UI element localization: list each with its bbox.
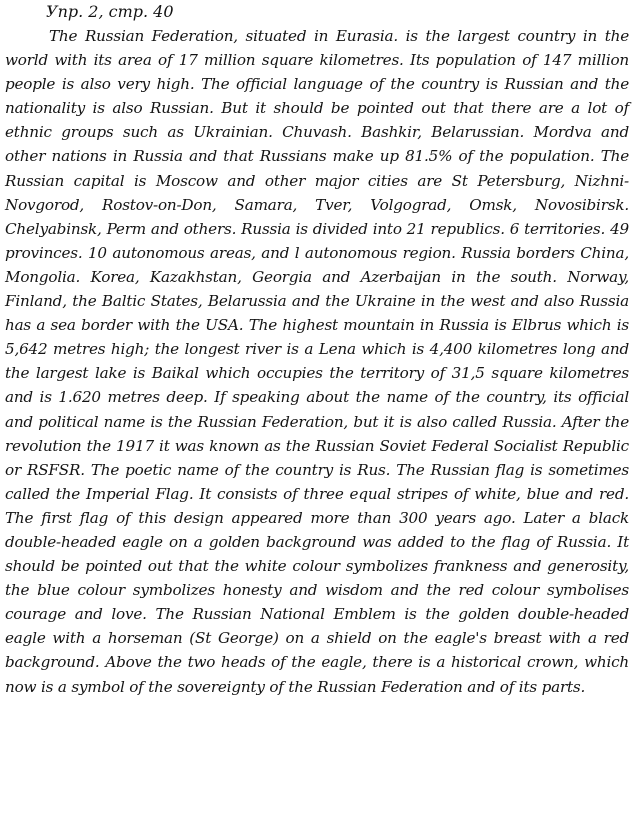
exercise-reference: Упр. 2, стр. 40	[46, 2, 174, 21]
essay-paragraph: The Russian Federation, situated in Eurasia. is the largest country in the world with its area of 17 million square kilometres. Its population of 147 million people is also very high. The official language of the country is Russian and the nationality is also Russian. But it should be pointed out that there are a lot of ethnic groups such as Ukrainian. Chuvash. Bashkir, Belarussian. Mordva and other nations in Russia and that Russians make up 81.5% of the population. The Russian capital is Moscow and other major cities are St Petersburg, Nizhni-Novgorod, Rostov-on-Don, Samara, Tver, Volgograd, Omsk, Novosibirsk. Chelyabinsk, Perm and others. Russia is divided into 21 republics. 6 territories. 49 provinces. 10 autonomous areas, and l autonomous region. Russia borders China, Mongolia. Korea, Kazakhstan, Georgia and Azerbaijan in the south. Norway, Finland, the Baltic States, Belarussia and the Ukraine in the west and also Russia has a sea border with the USA. The highest mountain in Russia is Elbrus which is 5,642 metres high; the longest river is a Lena which is 4,400 kilometres long and the largest lake is Baikal which occupies the territory of 31,5 square kilometres and is 1.620 metres deep. If speaking about the name of the country, its official and political name is the Russian Federation, but it is also called Russia. After the revolution the 1917 it was known as the Russian Soviet Federal Socialist Republic or RSFSR. The poetic name of the country is Rus. The Russian flag is sometimes called the Imperial Flag. It consists of three equal stripes of white, blue and red. The first flag of this design appeared more than 300 years ago. Later a black double-headed eagle on a golden background was added to the flag of Russia. It should be pointed out that the white colour symbolizes frankness and generosity, the blue colour symbolizes honesty and wisdom and the red colour symbolises courage and love. The Russian National Emblem is the golden double-headed eagle with a horseman (St George) on a shield on the eagle's breast with a red background. Above the two heads of the eagle, there is a historical crown, which now is a symbol of the sovereignty of the Russian Federation and of its parts.	[5, 27, 629, 696]
